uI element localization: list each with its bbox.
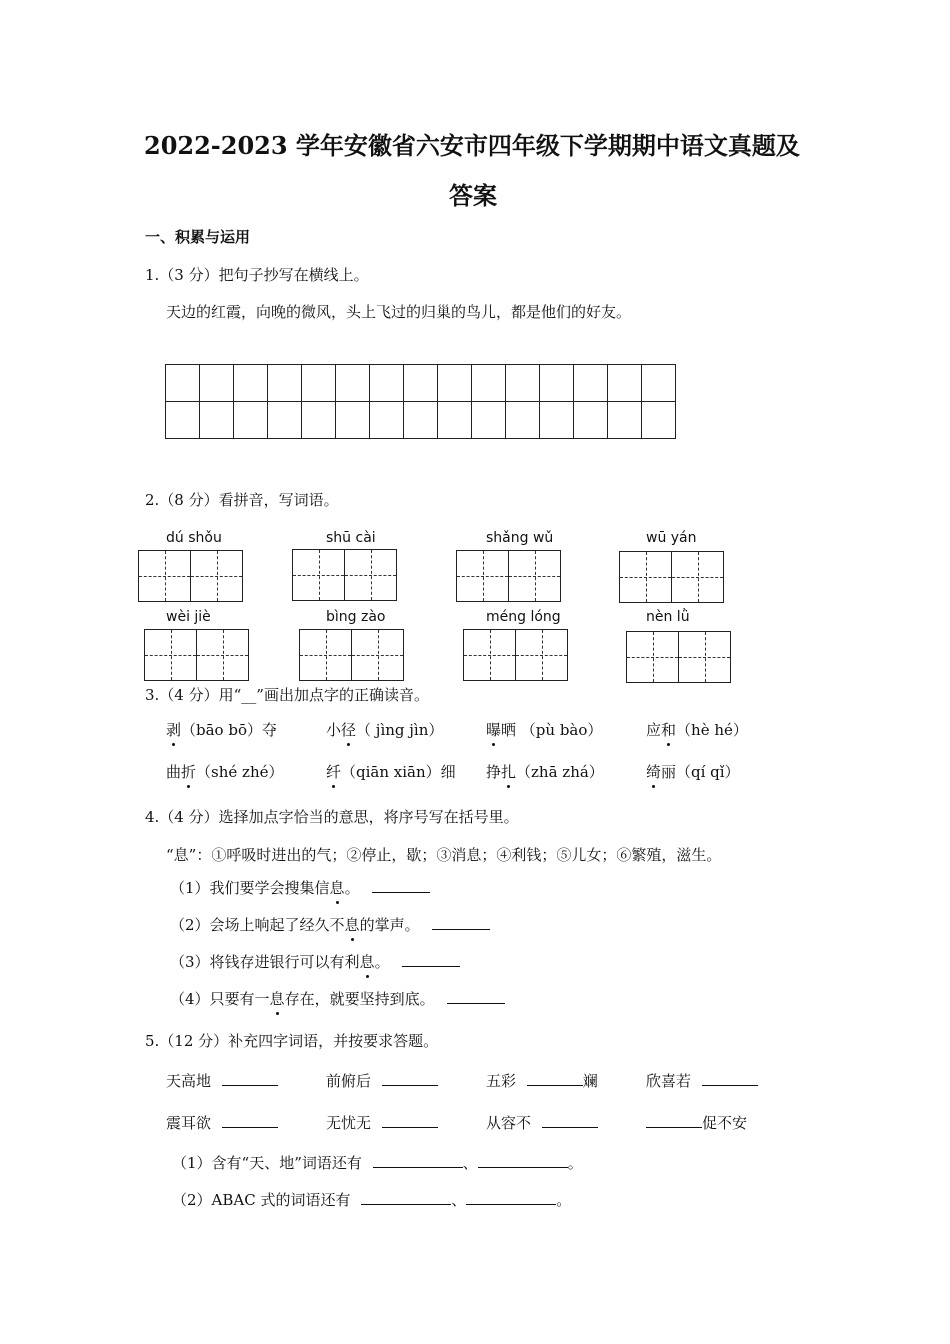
sentence-end: 。 (567, 1154, 583, 1172)
sentence-text: 存在，就要坚持到底。 (284, 990, 435, 1008)
writing-grid[interactable] (165, 364, 676, 439)
sentence-item (170, 988, 505, 1009)
sentence-text: 。 (374, 953, 390, 971)
answer-blank[interactable] (402, 952, 460, 967)
definition-list: “息”：①呼吸时进出的气；②停止，歇；③消息；④利钱；⑤儿女；⑥繁殖，滋生。 (166, 846, 722, 864)
tianzige-box[interactable] (299, 629, 404, 681)
dotted-char: 径 (341, 721, 357, 739)
answer-blank[interactable] (432, 915, 490, 930)
sentence-text: （4）只要有一 (170, 990, 270, 1008)
answer-blank[interactable] (222, 1071, 278, 1086)
reading-options: （hè hé） (676, 721, 748, 739)
pinyin-label: wèi jiè (166, 609, 211, 625)
dotted-char: 息 (359, 953, 375, 971)
pinyin-label: dú shǒu (166, 530, 222, 546)
sentence-text: 的掌声。 (359, 916, 420, 934)
sentence-text: （1）我们要学会搜集信 (170, 879, 330, 897)
reading-options: （qiān xiān）细 (341, 763, 456, 781)
separator: 、 (462, 1154, 478, 1172)
page-title-line2: 答案 (449, 181, 497, 210)
idiom-item (166, 1070, 278, 1091)
reading-item (326, 761, 456, 782)
idiom-item (326, 1070, 438, 1091)
question-1-sentence: 天边的红霞，向晚的微风，头上飞过的归巢的鸟儿，都是他们的好友。 (166, 303, 632, 321)
idiom-item (166, 1112, 278, 1133)
sub-question-text: （1）含有“天、地”词语还有 (172, 1154, 362, 1172)
tianzige-box[interactable] (144, 629, 249, 681)
idiom-text: 斓 (582, 1072, 598, 1090)
grid-row (166, 402, 676, 439)
dotted-char: 息 (344, 916, 360, 934)
dotted-char: 曝 (486, 721, 502, 739)
answer-blank[interactable] (542, 1113, 598, 1128)
sub-question (172, 1152, 583, 1173)
dotted-char: 折 (181, 763, 197, 781)
answer-blank[interactable] (466, 1190, 556, 1205)
reading-item (646, 761, 740, 782)
pinyin-label: wū yán (646, 530, 697, 546)
idiom-item (646, 1112, 747, 1133)
sentence-item (170, 951, 460, 972)
sentence-end: 。 (556, 1191, 572, 1209)
answer-blank[interactable] (382, 1113, 438, 1128)
dotted-char: 息 (329, 879, 345, 897)
sentence-text: （3）将钱存进银行可以有利 (170, 953, 360, 971)
idiom-text: 欣喜若 (646, 1072, 692, 1090)
question-2-stem: 2.（8 分）看拼音，写词语。 (145, 491, 339, 509)
section-heading: 一、积累与运用 (145, 228, 251, 246)
sentence-text: （2）会场上响起了经久不 (170, 916, 345, 934)
dotted-char: 扎 (501, 763, 517, 781)
answer-blank[interactable] (373, 1153, 463, 1168)
idiom-text: 前俯后 (326, 1072, 372, 1090)
grid-row (166, 365, 676, 402)
idiom-text: 促不安 (702, 1114, 748, 1132)
reading-item (486, 719, 602, 740)
tianzige-box[interactable] (138, 550, 243, 602)
answer-blank[interactable] (222, 1113, 278, 1128)
reading-item (486, 761, 604, 782)
dotted-char: 剥 (166, 721, 182, 739)
idiom-text: 震耳欲 (166, 1114, 212, 1132)
dotted-char: 绮 (646, 763, 662, 781)
reading-options: （ jìng jìn） (356, 721, 444, 739)
plain-char: 曲 (166, 763, 182, 781)
reading-options: （zhā zhá） (516, 763, 604, 781)
idiom-item (326, 1112, 438, 1133)
dotted-char: 和 (661, 721, 677, 739)
plain-char: 小 (326, 721, 342, 739)
answer-blank[interactable] (447, 989, 505, 1004)
idiom-text: 天高地 (166, 1072, 212, 1090)
sub-question (172, 1189, 571, 1210)
tianzige-box[interactable] (456, 550, 561, 602)
tianzige-box[interactable] (463, 629, 568, 681)
tianzige-box[interactable] (292, 549, 397, 601)
pinyin-label: bìng zào (326, 609, 386, 625)
question-5-stem: 5.（12 分）补充四字词语，并按要求答题。 (145, 1032, 439, 1050)
dotted-char: 纤 (326, 763, 342, 781)
idiom-text: 无忧无 (326, 1114, 372, 1132)
reading-options: 晒 （pù bào） (501, 721, 603, 739)
answer-blank[interactable] (382, 1071, 438, 1086)
reading-options: （shé zhé） (196, 763, 284, 781)
idiom-item (646, 1070, 758, 1091)
pinyin-label: méng lóng (486, 609, 561, 625)
dotted-char: 息 (269, 990, 285, 1008)
idiom-item (486, 1070, 598, 1091)
answer-blank[interactable] (646, 1113, 702, 1128)
page-title: 2022-2023 学年安徽省六安市四年级下学期期中语文真题及 (144, 131, 800, 160)
tianzige-box[interactable] (619, 551, 724, 603)
sentence-item (170, 914, 490, 935)
reading-item (166, 761, 283, 782)
reading-options: （bāo bō）夺 (181, 721, 277, 739)
question-4-stem: 4.（4 分）选择加点字恰当的意思，将序号写在括号里。 (145, 808, 519, 826)
plain-char: 挣 (486, 763, 502, 781)
separator: 、 (451, 1191, 467, 1209)
sub-question-text: （2）ABAC 式的词语还有 (172, 1191, 351, 1209)
idiom-text: 五彩 (486, 1072, 517, 1090)
sentence-item (170, 877, 430, 898)
answer-blank[interactable] (702, 1071, 758, 1086)
answer-blank[interactable] (372, 878, 430, 893)
reading-item (166, 719, 277, 740)
answer-blank[interactable] (527, 1071, 583, 1086)
question-1-stem: 1.（3 分）把句子抄写在横线上。 (145, 266, 369, 284)
question-3-stem: 3.（4 分）用“__”画出加点字的正确读音。 (145, 686, 429, 704)
pinyin-label: nèn lǜ (646, 609, 690, 625)
sentence-text: 。 (344, 879, 360, 897)
plain-char: 应 (646, 721, 662, 739)
idiom-text: 从容不 (486, 1114, 532, 1132)
pinyin-label: shū cài (326, 530, 376, 546)
answer-blank[interactable] (478, 1153, 568, 1168)
idiom-item (486, 1112, 598, 1133)
pinyin-label: shǎng wǔ (486, 530, 554, 546)
reading-options: 丽（qí qǐ） (661, 763, 740, 781)
reading-item (326, 719, 443, 740)
reading-item (646, 719, 748, 740)
answer-blank[interactable] (361, 1190, 451, 1205)
tianzige-box[interactable] (626, 631, 731, 683)
